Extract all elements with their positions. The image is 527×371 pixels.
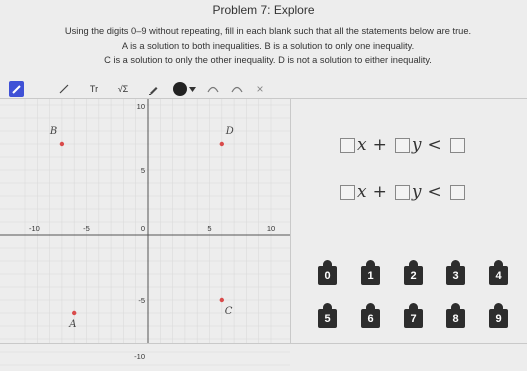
redo-icon[interactable] [230, 81, 244, 97]
x-tick-label-neg5: -5 [83, 224, 90, 233]
inequality-1 [338, 135, 467, 155]
point-d [220, 142, 224, 146]
digit-tile-1[interactable]: 1 [361, 266, 380, 285]
drawing-toolbar [0, 80, 527, 98]
point-a [72, 311, 76, 315]
graph-canvas[interactable] [0, 99, 290, 361]
digit-tile-3[interactable]: 3 [446, 266, 465, 285]
instructions [18, 24, 518, 68]
digit-tile-5[interactable]: 5 [318, 309, 337, 328]
x-var: x [357, 182, 367, 202]
point-c [220, 298, 224, 302]
digit-tile-4[interactable]: 4 [489, 266, 508, 285]
point-label-c: C [224, 306, 233, 317]
y-var: y [411, 182, 422, 202]
y-tick-label-10: 10 [136, 102, 145, 111]
x-tick-label-0: 0 [140, 224, 145, 233]
inequality-2 [338, 182, 467, 202]
point-label-b: B [49, 126, 58, 137]
digit-tile-9[interactable]: 9 [489, 309, 508, 328]
digit-tile-2[interactable]: 2 [404, 266, 423, 285]
point-b [60, 142, 64, 146]
y-var: y [411, 135, 422, 155]
instruction-line-1: Using the digits 0–9 without repeating, fill in each blank such that all the statements below are true. [64, 26, 472, 36]
blank-b-2[interactable] [395, 185, 410, 200]
line-tool-icon[interactable] [57, 81, 71, 97]
blank-b-1[interactable] [395, 138, 410, 153]
clear-icon[interactable]: × [256, 82, 264, 96]
blank-c-2[interactable] [450, 185, 465, 200]
panel-divider [290, 99, 291, 344]
less-than-sign: < [427, 182, 442, 202]
text-tool-icon[interactable]: Tr [89, 84, 99, 94]
y-tick-label-neg10: -10 [134, 351, 145, 361]
digit-tile-7[interactable]: 7 [404, 309, 423, 328]
color-tool-icon[interactable] [172, 81, 196, 97]
x-tick-label-neg10: -10 [29, 224, 40, 233]
highlighter-tool-icon[interactable] [146, 81, 160, 97]
less-than-sign: < [427, 135, 442, 155]
blank-a-1[interactable] [340, 138, 355, 153]
pen-tool-icon[interactable] [9, 81, 24, 97]
y-tick-label-neg5: -5 [138, 296, 145, 305]
plus-sign: + [372, 135, 387, 155]
undo-icon[interactable] [206, 81, 220, 97]
point-label-d: D [225, 126, 234, 137]
problem-title: Problem 7: Explore [212, 3, 315, 17]
blank-c-1[interactable] [450, 138, 465, 153]
x-tick-label-10: 10 [266, 224, 276, 233]
instruction-line-2: A is a solution to both inequalities. B is a solution to only one inequality. [121, 40, 415, 51]
x-tick-label-5: 5 [207, 224, 212, 233]
digit-tile-0[interactable]: 0 [318, 266, 337, 285]
point-label-a: A [69, 319, 77, 330]
digit-tile-6[interactable]: 6 [361, 309, 380, 328]
coordinate-graph[interactable] [0, 99, 290, 361]
digit-tile-8[interactable]: 8 [446, 309, 465, 328]
x-var: x [357, 135, 367, 155]
plus-sign: + [372, 182, 387, 202]
instruction-line-3: C is a solution to only the other inequality. D is not a solution to either inequality. [104, 55, 432, 65]
math-tool-icon[interactable]: √Σ [117, 84, 129, 94]
y-tick-label-5: 5 [140, 166, 145, 175]
blank-a-2[interactable] [340, 185, 355, 200]
